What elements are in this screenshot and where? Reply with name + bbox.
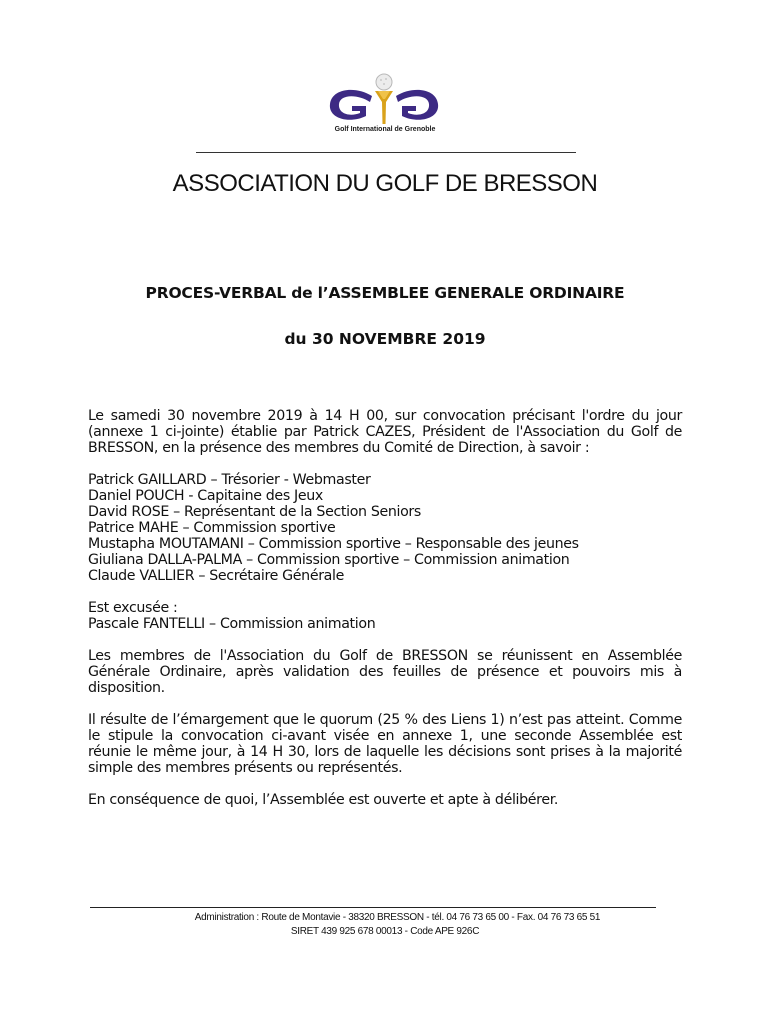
list-item: Patrice MAHE – Commission sportive [88, 520, 336, 536]
footer-divider [90, 907, 656, 908]
excused-label: Est excusée : [88, 600, 178, 616]
document-title: PROCES-VERBAL de l’ASSEMBLEE GENERALE ORDINAIRE [145, 284, 625, 302]
opening-paragraph: En conséquence de quoi, l’Assemblée est ouverte et apte à délibérer. [88, 792, 559, 808]
document-body [88, 408, 682, 808]
document-date: du 30 NOVEMBRE 2019 [284, 330, 486, 348]
header-divider [196, 152, 576, 153]
list-item: Patrick GAILLARD – Trésorier - Webmaster [88, 472, 371, 488]
monogram-left-g-icon [330, 90, 372, 120]
meeting-paragraph: Les membres de l'Association du Golf de BRESSON se réunissent en Assemblée Générale Ordinaire, après validation des feuilles de présence et pouvoirs mis à disposition. [88, 648, 682, 696]
logo-caption: Golf International de Grenoble [334, 126, 436, 133]
list-item: Daniel POUCH - Capitaine des Jeux [88, 488, 323, 504]
footer-siret: SIRET 439 925 678 00013 - Code APE 926C [290, 926, 480, 937]
golf-ball-icon [376, 74, 392, 90]
footer [0, 911, 770, 939]
list-item: Mustapha MOUTAMANI – Commission sportive – Responsable des jeunes [88, 536, 579, 552]
list-item: David ROSE – Représentant de la Section Seniors [88, 504, 421, 520]
excused-member: Pascale FANTELLI – Commission animation [88, 616, 376, 632]
quorum-paragraph: Il résulte de l’émargement que le quorum (25 % des Liens 1) n’est pas atteint. Comme le stipule la convocation ci-avant visée en annexe 1, une seconde Assemblée est réunie le même jour, à 14 H 30, lors de laquelle les décisions sont prises à la majorité simple des membres présents ou représentés. [88, 712, 682, 776]
committee-member-list [88, 472, 682, 584]
association-title: ASSOCIATION DU GOLF DE BRESSON [172, 170, 598, 197]
monogram-right-g-icon [396, 90, 438, 120]
footer-address: Administration : Route de Montavie - 38320 BRESSON - tél. 04 76 73 65 00 - Fax. 04 76 73 65 51 [194, 912, 601, 923]
intro-paragraph: Le samedi 30 novembre 2019 à 14 H 00, sur convocation précisant l'ordre du jour (annexe 1 ci-jointe) établie par Patrick CAZES, Président de l'Association du Golf de BRESSON, en la présence des membres du Comité de Direction, à savoir : [88, 408, 682, 456]
list-item: Giuliana DALLA-PALMA – Commission sportive – Commission animation [88, 552, 570, 568]
golf-tee-icon [375, 91, 393, 124]
list-item: Claude VALLIER – Secrétaire Générale [88, 568, 344, 584]
